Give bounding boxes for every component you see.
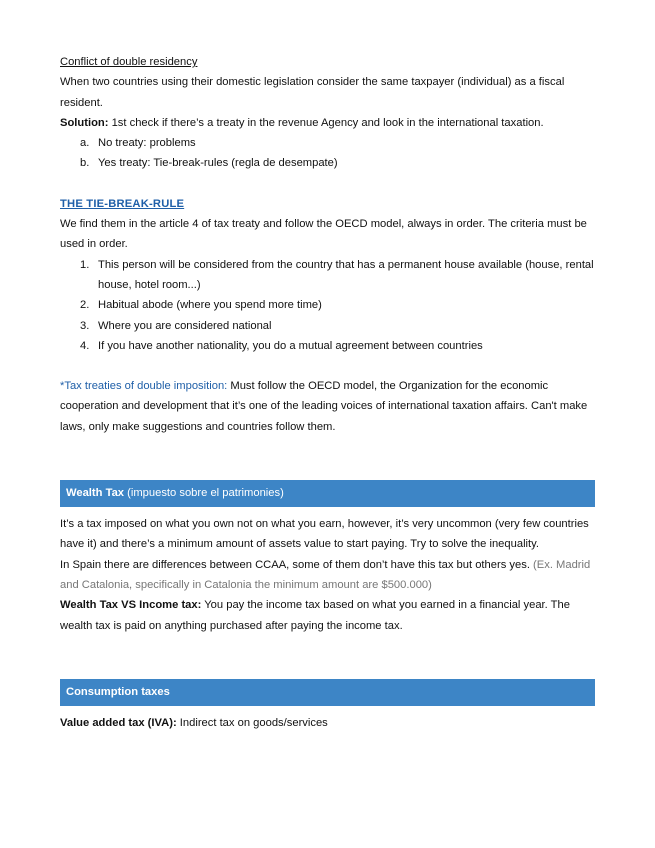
wealth-vs-income-text: You pay the income tax based on what you earned in a financial year. The wealth tax is paid on anything purchased after paying the income tax.	[60, 599, 570, 632]
list-item	[60, 133, 595, 153]
treaty-note	[60, 376, 595, 437]
wealth-para-1: It’s a tax imposed on what you own not on what you earn, however, it’s very uncommon (very few countries have it) and there’s a minimum amount of assets value to start paying. Try to solve the inequality.	[60, 518, 589, 551]
wealth-tax-title: Wealth Tax	[66, 487, 125, 500]
vat-text: Indirect tax on goods/services	[176, 716, 328, 729]
treaty-note-text: Must follow the OECD model, the Organization for the economic cooperation and development that it’s one of the leading voices of international taxation affairs. Can't make laws, only make suggestions and countries follow them.	[60, 380, 588, 433]
list-marker: 2.	[80, 299, 90, 312]
tiebreak-intro: We find them in the article 4 of tax treaty and follow the OECD model, always in order. The criteria must be used in order.	[60, 218, 587, 251]
document-page	[60, 52, 595, 733]
wealth-tax-section-header	[60, 480, 595, 507]
treaty-options-list	[60, 133, 595, 174]
treaty-note-label: *Tax treaties of double imposition:	[60, 380, 228, 393]
tiebreak-criteria-list	[60, 255, 595, 356]
list-item	[60, 295, 595, 315]
wealth-para-2-text: In Spain there are differences between CCAA, some of them don’t have this tax but others yes.	[60, 558, 530, 571]
vat-label: Value added tax (IVA):	[60, 716, 177, 729]
list-item	[60, 316, 595, 336]
solution-label: Solution:	[60, 116, 109, 129]
consumption-taxes-title: Consumption taxes	[66, 685, 170, 698]
list-item	[60, 255, 595, 296]
solution-paragraph	[60, 113, 595, 133]
list-item-text: Habitual abode (where you spend more time)	[98, 299, 322, 312]
list-item-text: Yes treaty: Tie-break-rules (regla de desempate)	[98, 157, 338, 170]
wealth-vs-income	[60, 595, 595, 636]
consumption-taxes-section-header	[60, 679, 595, 706]
list-item-text: No treaty: problems	[98, 137, 196, 150]
wealth-vs-income-label: Wealth Tax VS Income tax:	[60, 599, 202, 612]
list-marker: b.	[80, 157, 90, 170]
list-item-text: This person will be considered from the country that has a permanent house available (house, rental house, hotel room...)	[98, 258, 594, 291]
tiebreak-heading: THE TIE-BREAK-RULE	[60, 197, 185, 210]
list-marker: 3.	[80, 319, 90, 332]
wealth-tax-subtitle: (impuesto sobre el patrimonies)	[124, 487, 284, 500]
list-item-text: Where you are considered national	[98, 319, 272, 332]
list-item	[60, 153, 595, 173]
solution-text: 1st check if there’s a treaty in the revenue Agency and look in the international taxation.	[108, 116, 544, 129]
list-marker: 4.	[80, 339, 90, 352]
wealth-para-2-note: (Ex. Madrid and Catalonia, specifically in Catalonia the minimum amount are $500.000)	[60, 558, 591, 591]
wealth-para-2	[60, 555, 595, 596]
list-item	[60, 336, 595, 356]
list-marker: 1.	[80, 258, 90, 271]
residency-heading: Conflict of double residency	[60, 56, 198, 68]
list-item-text: If you have another nationality, you do a mutual agreement between countries	[98, 339, 483, 352]
vat-paragraph	[60, 713, 595, 733]
list-marker: a.	[80, 137, 90, 150]
residency-intro: When two countries using their domestic legislation consider the same taxpayer (individual) as a fiscal resident.	[60, 76, 565, 109]
